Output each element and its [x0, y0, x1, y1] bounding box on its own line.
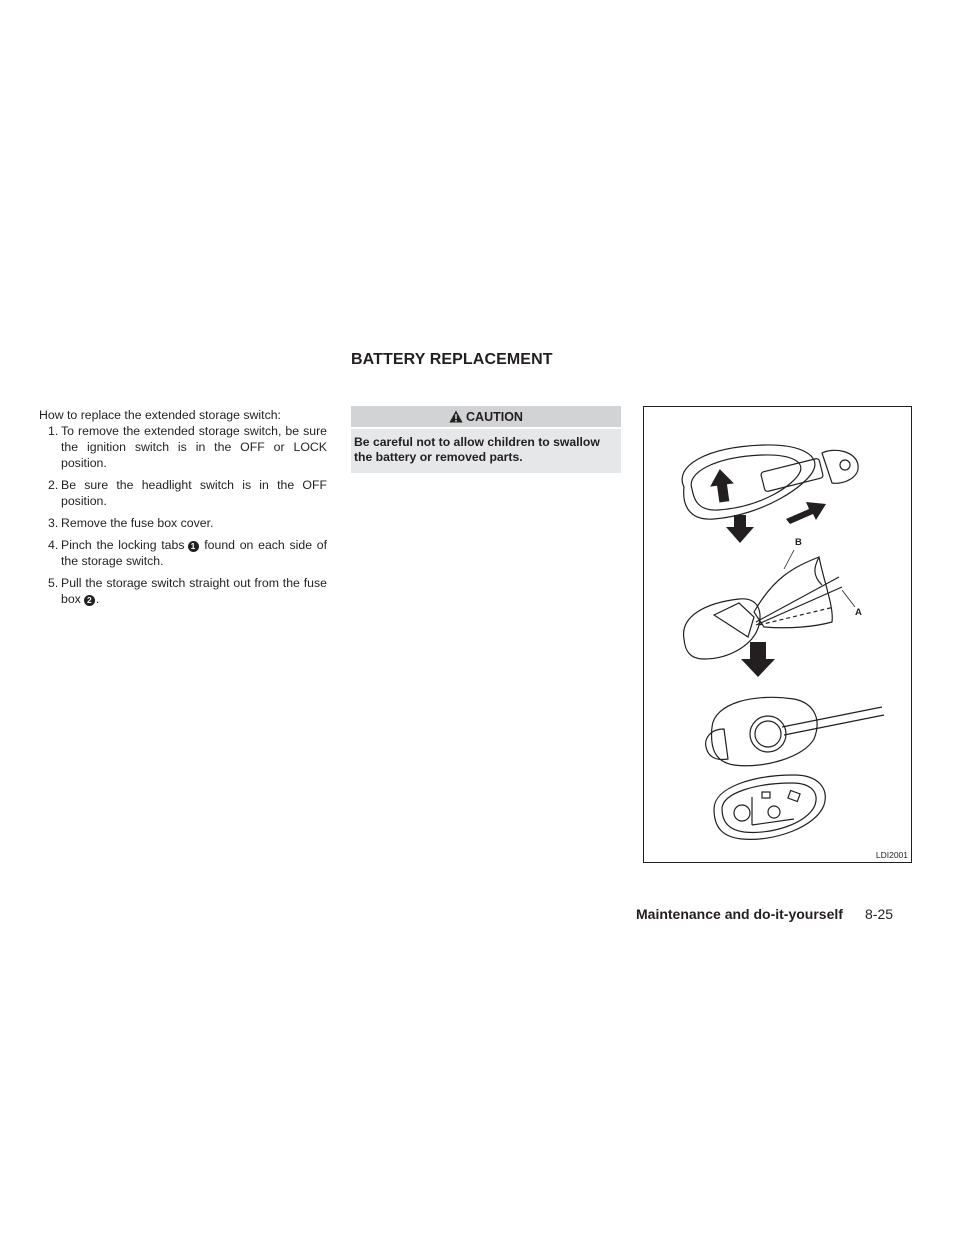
caution-text: Be careful not to allow children to swallow the battery or removed parts. [351, 429, 621, 473]
direction-arrows [708, 467, 826, 677]
figure-label-b: B [795, 537, 802, 548]
battery-replacement-figure [643, 406, 912, 863]
step-item [39, 537, 327, 569]
footer-page-number: 8-25 [865, 906, 894, 922]
callout-1-badge: 1 [188, 541, 199, 552]
step-text: Pull the storage switch straight out from the fuse box [61, 576, 327, 606]
step-item [39, 423, 327, 471]
step-number: 4. [48, 538, 59, 552]
page-footer [636, 906, 916, 924]
warning-triangle-icon [449, 410, 463, 423]
step-item [39, 575, 327, 607]
key-fob-illustration [644, 407, 911, 862]
intro-text: How to replace the extended storage switch: [39, 408, 281, 422]
caution-heading: CAUTION [466, 409, 523, 424]
steps-list [39, 423, 327, 607]
key-fob-top [682, 445, 858, 519]
caution-box [351, 406, 621, 473]
step-item [39, 477, 327, 509]
step-text: . [95, 592, 100, 606]
section-title: BATTERY REPLACEMENT [351, 351, 553, 368]
step-number: 5. [48, 576, 59, 590]
caution-header [351, 406, 621, 427]
instructions-column [39, 407, 327, 613]
footer-chapter-title: Maintenance and do-it-yourself [636, 906, 843, 922]
step-number: 1. [48, 424, 59, 438]
step-item [39, 515, 327, 531]
step-text: Be sure the headlight switch is in the OFF position. [61, 478, 327, 508]
step-number: 3. [48, 516, 59, 530]
key-fob-open-battery [706, 697, 884, 765]
step-text: Remove the fuse box cover. [61, 516, 214, 530]
step-text: found on each side of the storage switch. [61, 538, 328, 568]
figure-label-a: A [855, 607, 862, 618]
figure-code: LDI2001 [875, 850, 908, 860]
callout-2-badge: 2 [84, 595, 95, 606]
step-number: 2. [48, 478, 59, 492]
key-fob-shell [714, 775, 825, 839]
step-text: Pinch the locking tabs [61, 538, 185, 552]
step-text: To remove the extended storage switch, be sure the ignition switch is in the OFF or LOCK position. [61, 424, 327, 470]
